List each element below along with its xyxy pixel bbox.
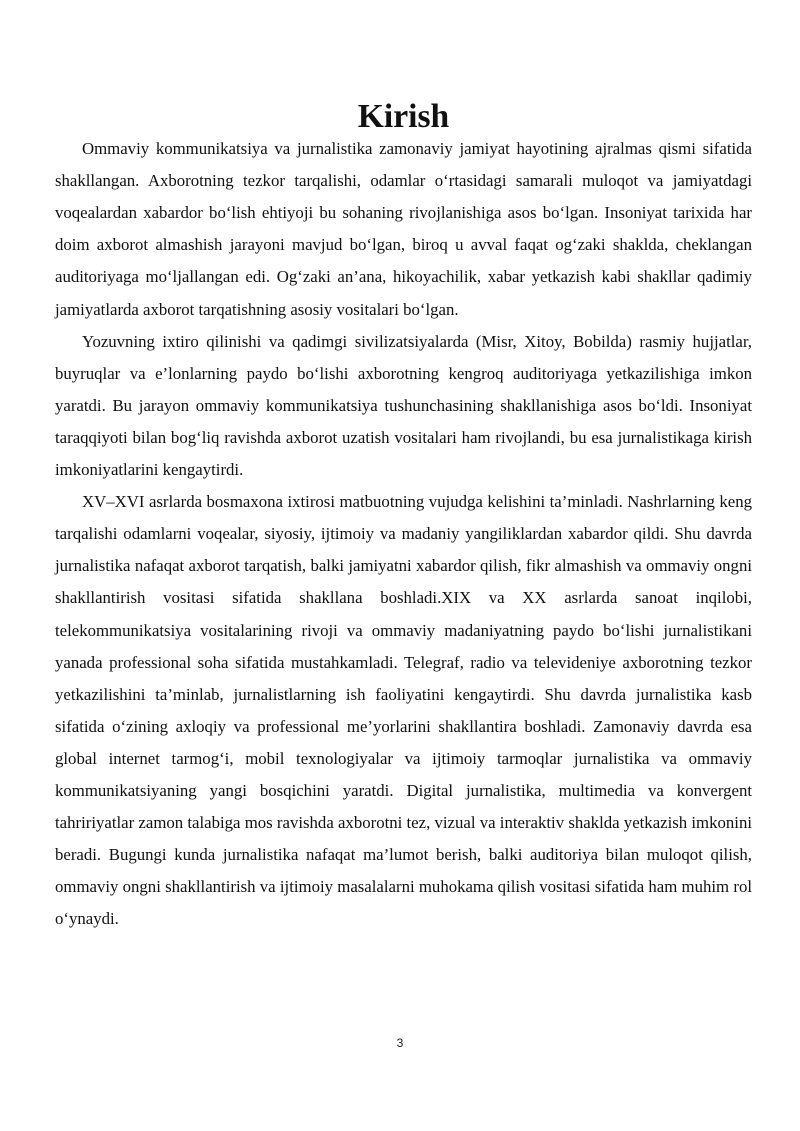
paragraph-1: Ommaviy kommunikatsiya va jurnalistika zamonaviy jamiyat hayotining ajralmas qismi sifatida shakllangan. Axborotning tezkor tarqalishi, odamlar o‘rtasidagi samarali muloqot va jamiyatdagi voqealardan xabardor bo‘lish ehtiyoji bu sohaning rivojlanishiga asos bo‘lgan. Insoniyat tarixida har doim axborot almashish jarayoni mavjud bo‘lgan, biroq u avval faqat og‘zaki shaklda, cheklangan auditoriyaga mo‘ljallangan edi. Og‘zaki an’ana, hikoyachilik, xabar yetkazish kabi shakllar qadimiy jamiyatlarda axborot tarqatishning asosiy vositalari bo‘lgan. <box>55 139 752 319</box>
document-body <box>55 98 752 935</box>
page-number: 3 <box>396 1036 404 1050</box>
paragraph-2: Yozuvning ixtiro qilinishi va qadimgi sivilizatsiyalarda (Misr, Xitoy, Bobilda) rasmiy hujjatlar, buyruqlar va e’lonlarning paydo bo‘lishi axborotning kengroq auditoriyaga yetkazilishiga imkon yaratdi. Bu jarayon ommaviy kommunikatsiya tushunchasining shakllanishiga asos bo‘ldi. Insoniyat taraqqiyoti bilan bog‘liq ravishda axborot uzatish vositalari ham rivojlandi, bu esa jurnalistikaga kirish imkoniyatlarini kengaytirdi. <box>55 331 752 480</box>
paragraph-3: XV–XVI asrlarda bosmaxona ixtirosi matbuotning vujudga kelishini ta’minladi. Nashrlarning keng tarqalishi odamlarni voqealar, siyosiy, ijtimoiy va madaniy yangiliklardan xabardor qildi. Shu davrda jurnalistika nafaqat axborot tarqatish, balki jamiyatni xabardor qilish, fikr almashish va ommaviy ongni shakllantirish vositasi sifatida shakllana boshladi.XIX va XX asrlarda sanoat inqilobi, telekommunikatsiya vositalarining rivoji va ommaviy madaniyatning paydo bo‘lishi jurnalistikani yanada professional soha sifatida mustahkamladi. Telegraf, radio va televideniye axborotning tezkor yetkazilishini ta’minlab, jurnalistlarning ish faoliyatini kengaytirdi. Shu davrda jurnalistika kasb sifatida o‘zining axloqiy va professional me’yorlarini shakllantira boshladi. Zamonaviy davrda esa global internet tarmog‘i, mobil texnologiyalar va ijtimoiy tarmoqlar jurnalistika va ommaviy kommunikatsiyaning yangi bosqichini yaratdi. Digital jurnalistika, multimedia va konvergent tahririyatlar zamon talabiga mos ravishda axborotni tez, vizual va interaktiv shaklda yetkazish imkonini beradi. Bugungi kunda jurnalistika nafaqat ma’lumot berish, balki auditoriya bilan muloqot qilish, ommaviy ongni shakllantirish va ijtimoiy masalalarni muhokama qilish vositasi sifatida ham muhim rol o‘ynaydi. <box>55 492 752 929</box>
page-title: Kirish <box>357 98 450 135</box>
